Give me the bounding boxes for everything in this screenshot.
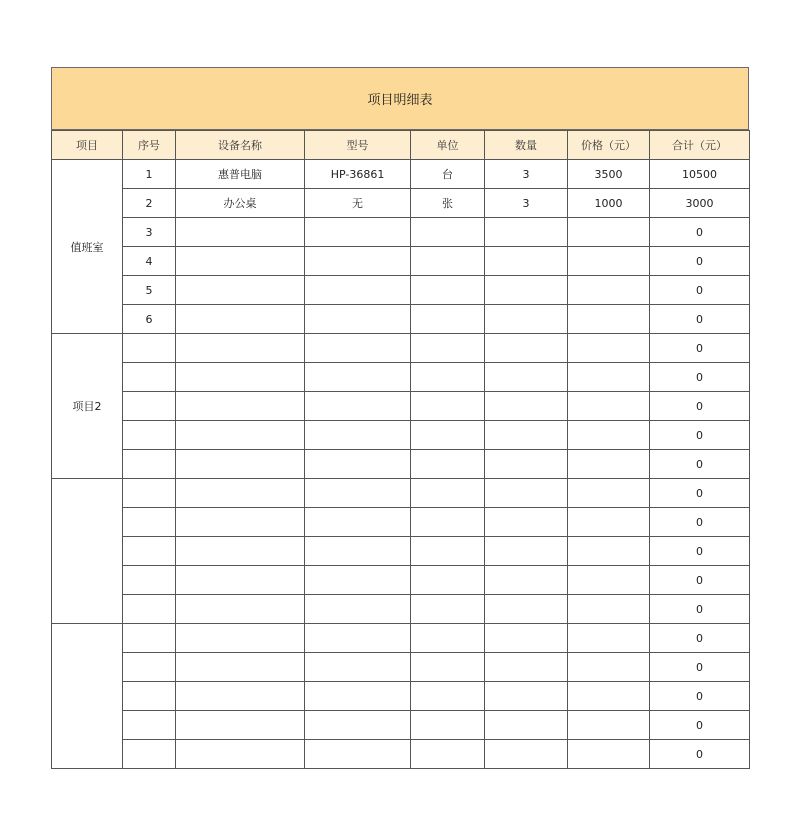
cell-device-name[interactable]	[176, 711, 305, 740]
cell-unit[interactable]	[411, 624, 485, 653]
cell-model[interactable]	[305, 247, 411, 276]
cell-total[interactable]: 0	[650, 682, 750, 711]
table-row	[52, 537, 750, 566]
cell-price[interactable]	[568, 595, 650, 624]
cell-device-name[interactable]: 办公桌	[176, 189, 305, 218]
cell-seq[interactable]	[123, 363, 176, 392]
cell-price[interactable]: 1000	[568, 189, 650, 218]
cell-total[interactable]: 0	[650, 740, 750, 769]
cell-seq[interactable]	[123, 653, 176, 682]
cell-total[interactable]: 0	[650, 653, 750, 682]
header-project: 项目	[52, 131, 123, 160]
cell-seq[interactable]	[123, 334, 176, 363]
cell-seq[interactable]	[123, 508, 176, 537]
header-price: 价格（元）	[568, 131, 650, 160]
detail-table	[51, 130, 750, 769]
cell-quantity[interactable]	[485, 421, 568, 450]
cell-model[interactable]	[305, 595, 411, 624]
cell-price[interactable]	[568, 450, 650, 479]
cell-unit[interactable]	[411, 247, 485, 276]
cell-total[interactable]: 0	[650, 305, 750, 334]
cell-total[interactable]: 0	[650, 247, 750, 276]
cell-seq[interactable]	[123, 537, 176, 566]
cell-seq[interactable]: 1	[123, 160, 176, 189]
table-row	[52, 276, 750, 305]
cell-quantity[interactable]	[485, 276, 568, 305]
cell-model[interactable]	[305, 653, 411, 682]
cell-unit[interactable]	[411, 218, 485, 247]
cell-total[interactable]: 0	[650, 218, 750, 247]
cell-total[interactable]: 0	[650, 276, 750, 305]
group-label[interactable]	[52, 479, 123, 624]
cell-model[interactable]: HP-36861	[305, 160, 411, 189]
cell-model[interactable]	[305, 450, 411, 479]
cell-quantity[interactable]	[485, 479, 568, 508]
cell-seq[interactable]: 2	[123, 189, 176, 218]
cell-price[interactable]	[568, 537, 650, 566]
cell-price[interactable]	[568, 334, 650, 363]
cell-device-name[interactable]	[176, 305, 305, 334]
table-row	[52, 305, 750, 334]
cell-quantity[interactable]	[485, 624, 568, 653]
cell-quantity[interactable]	[485, 537, 568, 566]
cell-total[interactable]: 3000	[650, 189, 750, 218]
cell-unit[interactable]	[411, 508, 485, 537]
cell-quantity[interactable]: 3	[485, 160, 568, 189]
cell-price[interactable]	[568, 682, 650, 711]
cell-price[interactable]	[568, 392, 650, 421]
group-label[interactable]: 值班室	[52, 160, 123, 334]
cell-price[interactable]	[568, 421, 650, 450]
header-quantity: 数量	[485, 131, 568, 160]
cell-unit[interactable]	[411, 421, 485, 450]
table-row	[52, 566, 750, 595]
cell-total[interactable]: 0	[650, 479, 750, 508]
cell-unit[interactable]	[411, 305, 485, 334]
table-row	[52, 363, 750, 392]
cell-total[interactable]: 0	[650, 595, 750, 624]
table-title: 项目明细表	[51, 67, 749, 130]
cell-seq[interactable]	[123, 479, 176, 508]
cell-seq[interactable]	[123, 421, 176, 450]
table-row	[52, 595, 750, 624]
cell-model[interactable]	[305, 421, 411, 450]
cell-quantity[interactable]	[485, 595, 568, 624]
cell-device-name[interactable]	[176, 740, 305, 769]
cell-unit[interactable]	[411, 682, 485, 711]
cell-total[interactable]: 0	[650, 566, 750, 595]
cell-seq[interactable]	[123, 450, 176, 479]
cell-quantity[interactable]	[485, 247, 568, 276]
cell-device-name[interactable]	[176, 682, 305, 711]
table-row	[52, 160, 750, 189]
cell-seq[interactable]	[123, 624, 176, 653]
cell-model[interactable]	[305, 218, 411, 247]
cell-quantity[interactable]	[485, 450, 568, 479]
cell-price[interactable]	[568, 711, 650, 740]
cell-seq[interactable]	[123, 711, 176, 740]
table-row	[52, 508, 750, 537]
cell-model[interactable]	[305, 392, 411, 421]
cell-seq[interactable]: 6	[123, 305, 176, 334]
cell-quantity[interactable]	[485, 653, 568, 682]
cell-price[interactable]	[568, 276, 650, 305]
table-row	[52, 450, 750, 479]
cell-quantity[interactable]	[485, 682, 568, 711]
cell-model[interactable]	[305, 537, 411, 566]
cell-total[interactable]: 0	[650, 624, 750, 653]
cell-seq[interactable]	[123, 595, 176, 624]
cell-price[interactable]	[568, 624, 650, 653]
cell-unit[interactable]	[411, 363, 485, 392]
group-label[interactable]	[52, 624, 123, 769]
cell-total[interactable]: 10500	[650, 160, 750, 189]
cell-price[interactable]	[568, 740, 650, 769]
table-row	[52, 653, 750, 682]
cell-unit[interactable]	[411, 276, 485, 305]
cell-unit[interactable]	[411, 392, 485, 421]
header-seq: 序号	[123, 131, 176, 160]
cell-unit[interactable]	[411, 334, 485, 363]
cell-unit[interactable]	[411, 595, 485, 624]
table-row	[52, 711, 750, 740]
cell-unit[interactable]: 张	[411, 189, 485, 218]
cell-unit[interactable]	[411, 479, 485, 508]
cell-total[interactable]: 0	[650, 508, 750, 537]
cell-unit[interactable]	[411, 711, 485, 740]
cell-total[interactable]: 0	[650, 363, 750, 392]
cell-device-name[interactable]	[176, 624, 305, 653]
table-row	[52, 421, 750, 450]
cell-device-name[interactable]	[176, 653, 305, 682]
cell-model[interactable]	[305, 479, 411, 508]
cell-device-name[interactable]: 惠普电脑	[176, 160, 305, 189]
cell-quantity[interactable]	[485, 305, 568, 334]
cell-device-name[interactable]	[176, 363, 305, 392]
cell-seq[interactable]: 3	[123, 218, 176, 247]
cell-price[interactable]	[568, 218, 650, 247]
cell-unit[interactable]	[411, 537, 485, 566]
table-row	[52, 218, 750, 247]
cell-quantity[interactable]	[485, 218, 568, 247]
cell-quantity[interactable]	[485, 566, 568, 595]
table-body	[52, 160, 750, 769]
cell-model[interactable]	[305, 276, 411, 305]
cell-model[interactable]: 无	[305, 189, 411, 218]
cell-unit[interactable]	[411, 450, 485, 479]
group-label[interactable]: 项目2	[52, 334, 123, 479]
cell-price[interactable]	[568, 305, 650, 334]
table-row	[52, 247, 750, 276]
cell-device-name[interactable]	[176, 276, 305, 305]
table-row	[52, 682, 750, 711]
cell-total[interactable]: 0	[650, 392, 750, 421]
header-device-name: 设备名称	[176, 131, 305, 160]
table-row	[52, 334, 750, 363]
cell-seq[interactable]	[123, 740, 176, 769]
cell-total[interactable]: 0	[650, 537, 750, 566]
header-unit: 单位	[411, 131, 485, 160]
table-row	[52, 479, 750, 508]
cell-quantity[interactable]	[485, 508, 568, 537]
cell-model[interactable]	[305, 305, 411, 334]
cell-total[interactable]: 0	[650, 421, 750, 450]
cell-price[interactable]	[568, 247, 650, 276]
cell-model[interactable]	[305, 740, 411, 769]
cell-model[interactable]	[305, 711, 411, 740]
cell-unit[interactable]	[411, 653, 485, 682]
cell-device-name[interactable]	[176, 421, 305, 450]
cell-quantity[interactable]	[485, 363, 568, 392]
cell-model[interactable]	[305, 566, 411, 595]
cell-quantity[interactable]	[485, 711, 568, 740]
cell-seq[interactable]: 5	[123, 276, 176, 305]
cell-model[interactable]	[305, 682, 411, 711]
cell-price[interactable]	[568, 363, 650, 392]
cell-quantity[interactable]	[485, 334, 568, 363]
cell-total[interactable]: 0	[650, 450, 750, 479]
cell-quantity[interactable]	[485, 740, 568, 769]
cell-model[interactable]	[305, 624, 411, 653]
cell-unit[interactable]: 台	[411, 160, 485, 189]
cell-device-name[interactable]	[176, 334, 305, 363]
table-row	[52, 624, 750, 653]
table-row	[52, 392, 750, 421]
header-model: 型号	[305, 131, 411, 160]
cell-device-name[interactable]	[176, 566, 305, 595]
cell-model[interactable]	[305, 363, 411, 392]
cell-device-name[interactable]	[176, 595, 305, 624]
cell-model[interactable]	[305, 508, 411, 537]
cell-price[interactable]	[568, 653, 650, 682]
header-row	[52, 131, 750, 160]
cell-device-name[interactable]	[176, 479, 305, 508]
cell-device-name[interactable]	[176, 247, 305, 276]
cell-device-name[interactable]	[176, 218, 305, 247]
cell-seq[interactable]	[123, 392, 176, 421]
table-row	[52, 740, 750, 769]
cell-price[interactable]: 3500	[568, 160, 650, 189]
table-row	[52, 189, 750, 218]
spreadsheet-table	[51, 67, 749, 769]
cell-price[interactable]	[568, 566, 650, 595]
cell-device-name[interactable]	[176, 392, 305, 421]
cell-total[interactable]: 0	[650, 711, 750, 740]
cell-price[interactable]	[568, 508, 650, 537]
cell-seq[interactable]	[123, 682, 176, 711]
cell-device-name[interactable]	[176, 508, 305, 537]
header-total: 合计（元）	[650, 131, 750, 160]
cell-model[interactable]	[305, 334, 411, 363]
cell-total[interactable]: 0	[650, 334, 750, 363]
cell-device-name[interactable]	[176, 537, 305, 566]
cell-price[interactable]	[568, 479, 650, 508]
cell-device-name[interactable]	[176, 450, 305, 479]
cell-unit[interactable]	[411, 740, 485, 769]
cell-seq[interactable]: 4	[123, 247, 176, 276]
cell-unit[interactable]	[411, 566, 485, 595]
cell-quantity[interactable]	[485, 392, 568, 421]
cell-quantity[interactable]: 3	[485, 189, 568, 218]
cell-seq[interactable]	[123, 566, 176, 595]
